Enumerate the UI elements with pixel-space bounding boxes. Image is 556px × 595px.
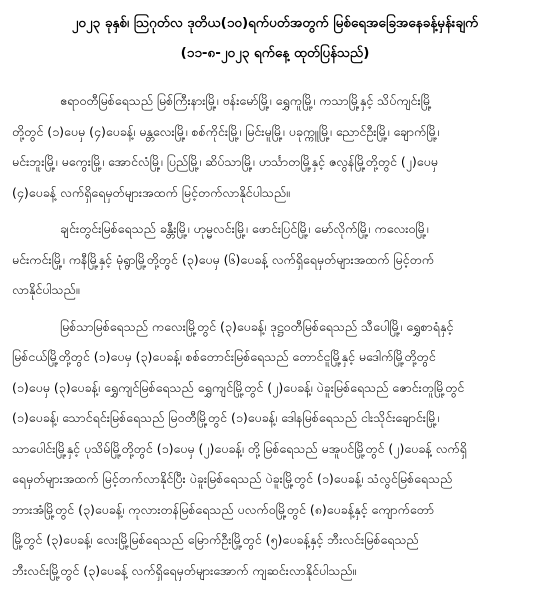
paragraph-line: မင်းကင်းမြို့၊ ကနီမြို့နှင့် မုံရွာမြို့တို့တွင် (၃)ပေမှ (၆)ပေခန့် လက်ရှိရေမှတ်များအထက် မြင့်တက် [12, 251, 434, 267]
paragraph-line: (၁)ပေခန့်၊ သောင်ရင်းမြစ်ရေသည် မြဝတီမြို့တွင် (၁)ပေခန့်၊ ဒေါနမြစ်ရေသည် ငါးသိုင်းချောင်းမြို့၊ [12, 410, 440, 425]
paragraph-line: မြို့တွင် (၃)ပေခန့်၊ လေးမြို့မြစ်ရေသည် မြောက်ဦးမြို့တွင် (၅)ပေခန့်နှင့် ဘီးလင်းမြစ်ရေသည် [12, 532, 419, 547]
paragraph-line: မြစ်သာမြစ်ရေသည် ကလေးမြို့တွင် (၃)ပေခန့်၊ ဒုဋ္ဌဝတီမြစ်ရေသည် သီပေါမြို့၊ ရွှေစာရံနှင့် [60, 318, 454, 334]
paragraph-irrawaddy [12, 86, 538, 208]
paragraph-line: လာနိုင်ပါသည်။ [12, 282, 80, 297]
paragraph-line: ရေမှတ်များအထက် မြင့်တက်လာနိုင်ပြီး ပဲခူးမြစ်ရေသည် ပဲခူးမြို့တွင် (၁)ပေခန့်၊ သံလွင်မြစ်ရေသည် [12, 471, 453, 486]
paragraph-line: ချင်းတွင်းမြစ်ရေသည် ခန္တီးမြို့၊ ဟုမ္မလင်းမြို့၊ ဖောင်းပြင်မြို့၊ မော်လိုက်မြို့၊ ကလေးဝမြို့၊ [60, 221, 429, 236]
paragraph-line: ဘားအံမြို့တွင် (၃)ပေခန့်၊ ကုလားတန်မြစ်ရေသည် ပလက်ဝမြို့တွင် (၈)ပေခန့်နှင့် ကျောက်တော် [12, 501, 434, 517]
paragraph-line: သာပေါင်းမြို့နှင့် ပုသိမ်မြို့တို့တွင် (၁)ပေမှ (၂)ပေခန့်၊ တို့မြစ်ရေသည် မအူပင်မြို့တွင် (၂)ပေခန့် လက်ရှိ [12, 440, 467, 456]
paragraph-line: ဧရာဝတီမြစ်ရေသည် မြစ်ကြီးနားမြို့၊ ဗန်းမော်မြို့၊ ရွှေကူမြို့၊ ကသာမြို့နှင့် သိပ်ကျင်းမြို့ [60, 93, 432, 108]
paragraph-other-rivers [12, 312, 538, 587]
paragraph-line: (၁)ပေမှ (၃)ပေခန့်၊ ရွှေကျင်မြစ်ရေသည် ရွှေကျင်မြို့တွင် (၂)ပေခန့်၊ ပဲခူးမြစ်ရေသည် ဇောင်းတူမြို့တွင် [12, 379, 465, 395]
paragraph-line: တို့တွင် (၁)ပေမှ (၄)ပေခန့်၊ မန္တလေးမြို့၊ စစ်ကိုင်းမြို့၊ မြင်းမူမြို့၊ ပခုက္ကူမြို့၊ ညောင်ဦးမြို့၊ ချောက်မြို့၊ [12, 123, 440, 139]
release-date: (၁၁-၈-၂၀၂၃ ရက်နေ့ ထုတ်ပြန်သည်) [180, 45, 370, 61]
paragraph-line: မင်းဘူးမြို့၊ မကွေးမြို့၊ အောင်လံမြို့၊ ပြည်မြို့၊ ဆိပ်သာမြို့၊ ဟင်္သာတမြို့နှင့် ဇလွန်မြို့တို့တွင် (၂)ပေမှ [12, 154, 438, 169]
paragraph-line: မြစ်ငယ်မြို့တို့တွင် (၁)ပေမှ (၃)ပေခန့်၊ စစ်တောင်းမြစ်ရေသည် တောင်ငူမြို့နှင့် မဒေါက်မြို့တို့တွင် [12, 349, 436, 364]
paragraph-line: (၄)ပေခန့် လက်ရှိရေမှတ်များအထက် မြင့်တက်လာနိုင်ပါသည်။ [12, 184, 290, 200]
document-title: ၂၀၂၃ ခုနှစ်၊ ဩဂုတ်လ ဒုတိယ(၁၀)ရက်ပတ်အတွက် မြစ်ရေအခြေအနေခန့်မှန်းချက် [71, 15, 479, 31]
paragraph-chindwin [12, 214, 538, 306]
paragraph-line: ဘီးလင်းမြို့တွင် (၃)ပေခန့် လက်ရှိရေမှတ်များအောက် ကျဆင်းလာနိုင်ပါသည်။ [12, 562, 357, 578]
